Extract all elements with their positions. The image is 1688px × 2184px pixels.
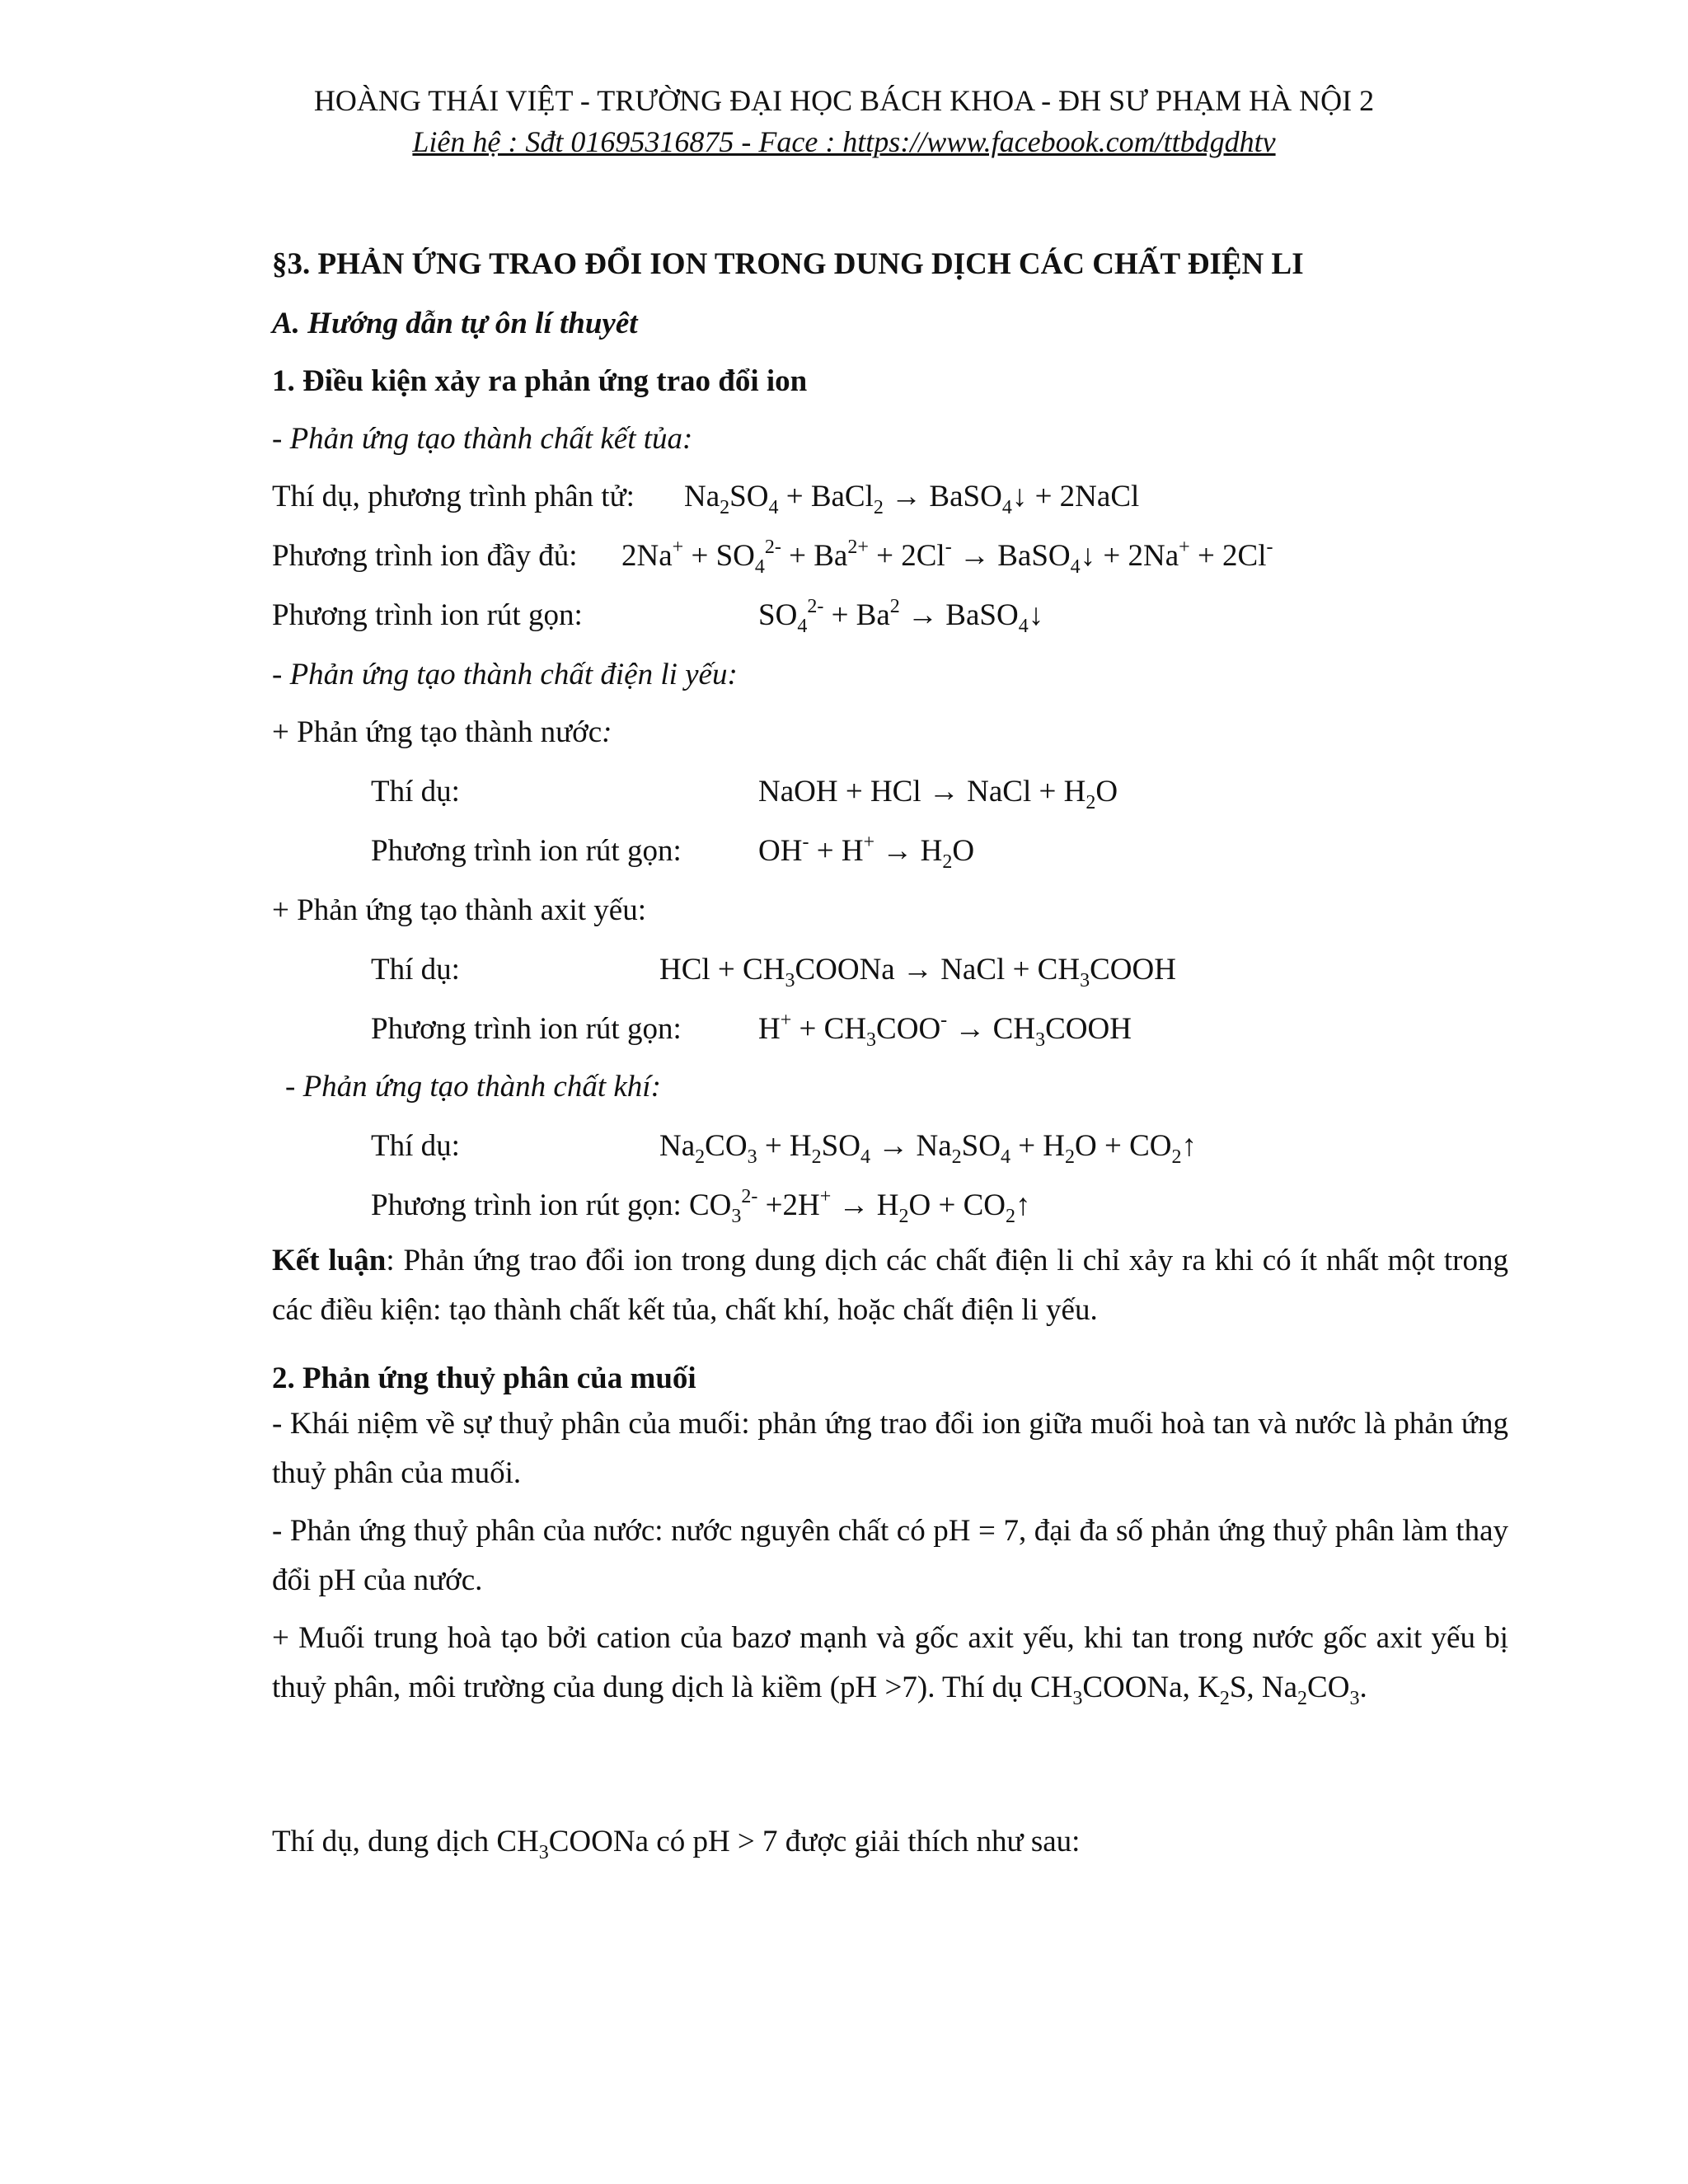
gas-net-equation: $CO_3^{2-} +2H^+ \to H_2O$ + $CO_2↑$: [689, 1186, 1031, 1227]
water-example-equation: NaOH + HCl → NaCl + $H_2O$: [758, 775, 1118, 813]
precipitate-net-ionic-row: [272, 596, 1044, 637]
paragraph-end: .: [1359, 1671, 1367, 1704]
hydrolysis-concept-paragraph: - Khái niệm về sự thuỷ phân của muối: phản ứng trao đổi ion giữa muối hoà tan và nước là phản ứng thuỷ phân của muối.: [272, 1407, 1508, 1490]
precipitate-net-ionic-label: Phương trình ion rút gọn:: [272, 598, 583, 632]
precipitate-molecular-equation: $Na_2SO_4$ + BaCl$_2$ → BaSO$_4$↓ + 2NaCl: [684, 480, 1140, 518]
weak-acid-subheading: + Phản ứng tạo thành axit yếu:: [272, 893, 647, 927]
acid-example-label: Thí dụ:: [371, 953, 460, 987]
weak-electrolyte-heading: - Phản ứng tạo thành chất điện li yếu:: [272, 658, 738, 691]
precipitate-full-ionic-row: [272, 537, 1273, 578]
header-line-1: HOÀNG THÁI VIỆT - TRƯỜNG ĐẠI HỌC BÁCH KHOA - ĐH SƯ PHẠM HÀ NỘI 2: [313, 84, 1375, 117]
example-prefix: Thí dụ, dung dịch: [272, 1825, 497, 1858]
water-subheading-text: + Phản ứng tạo thành nước: [272, 715, 603, 749]
water-example-label: Thí dụ:: [371, 775, 460, 808]
formula-na2co3: $Na_2CO_3$: [1261, 1671, 1360, 1709]
precipitate-full-ionic-equation: $2Na^+ + SO_4^{2-} + Ba^{2+} + 2Cl^-$ → BaSO$_4$↓ + 2Na+ + 2Cl-: [621, 537, 1273, 578]
header-contact-link[interactable]: Liên hệ : Sđt 01695316875 - Face : https://www.facebook.com/ttbdgdhtv: [412, 125, 1276, 158]
acid-example-equation: HCl + $CH_3COONa$ → NaCl + $CH_3COOH$: [659, 953, 1176, 991]
acid-example-row: [371, 951, 1176, 991]
gas-net-label: Phương trình ion rút gọn:: [371, 1188, 682, 1222]
precipitate-molecular-row: [272, 478, 1140, 518]
formula-ch3coona-2: $CH_3COONa$: [496, 1825, 649, 1863]
precipitate-net-ionic-equation: $SO_4^{2-} + Ba^2$ → BaSO$_4$↓: [758, 596, 1044, 637]
formula-ch3coona: $CH_3COONa$: [1029, 1671, 1183, 1709]
separator-1: ,: [1182, 1671, 1198, 1704]
gas-heading: - Phản ứng tạo thành chất khí:: [285, 1070, 661, 1104]
water-net-label: Phương trình ion rút gọn:: [371, 834, 682, 868]
water-example-row: [371, 773, 1118, 813]
water-net-row: [371, 832, 975, 873]
gas-net-row: [371, 1187, 1031, 1225]
water-net-equation: $OH^- + H^+ \to H_2O$: [758, 832, 975, 873]
heading-2: 2. Phản ứng thuỷ phân của muối: [272, 1361, 696, 1395]
conclusion-paragraph: [272, 1236, 1508, 1335]
conclusion-label: Kết luận: [272, 1244, 387, 1277]
basic-salt-text: + Muối trung hoà tạo bởi cation của bazơ mạnh và gốc axit yếu, khi tan trong nước gốc axit yếu bị thuỷ phân, môi trường của dung dịch là kiềm (pH >7). Thí dụ: [272, 1621, 1508, 1704]
conclusion-text: : Phản ứng trao đổi ion trong dung dịch các chất điện li chỉ xảy ra khi có ít nhất một trong các điều kiện: tạo thành chất kết tủa, chất khí, hoặc chất điện li yếu.: [272, 1244, 1508, 1327]
example-explanation-line: [272, 1823, 1080, 1861]
precipitate-full-ionic-label: Phương trình ion đầy đủ:: [272, 539, 578, 573]
gas-example-row: [371, 1127, 1198, 1168]
water-subheading-colon: :: [602, 715, 612, 749]
gas-example-label: Thí dụ:: [371, 1129, 460, 1163]
acid-net-equation: $H^+ + CH_3COO^-$ → $CH_3COOH$: [758, 1010, 1132, 1051]
acid-net-row: [371, 1010, 1132, 1051]
section-a-heading: A. Hướng dẫn tự ôn lí thuyêt: [272, 307, 638, 340]
basic-salt-paragraph: [272, 1614, 1508, 1713]
example-suffix: có pH > 7 được giải thích như sau:: [649, 1825, 1081, 1858]
heading-1: 1. Điều kiện xảy ra phản ứng trao đổi ion: [272, 364, 808, 398]
formula-k2s: $K_2S$: [1198, 1671, 1247, 1709]
separator-2: ,: [1246, 1671, 1262, 1704]
section-title: §3. PHẢN ỨNG TRAO ĐỔI ION TRONG DUNG DỊCH CÁC CHẤT ĐIỆN LI: [272, 247, 1304, 281]
gas-example-equation: $Na_2CO_3 + H_2SO_4 \to Na_2SO_4 + H_2O$ + $CO_2↑$: [659, 1129, 1198, 1168]
water-subheading: [272, 714, 612, 752]
acid-net-label: Phương trình ion rút gọn:: [371, 1012, 682, 1046]
water-hydrolysis-paragraph: - Phản ứng thuỷ phân của nước: nước nguyên chất có pH = 7, đại đa số phản ứng thuỷ phân làm thay đổi pH của nước.: [272, 1514, 1508, 1597]
precipitate-molecular-label: Thí dụ, phương trình phân tử:: [272, 480, 635, 513]
precipitate-heading: - Phản ứng tạo thành chất kết tủa:: [272, 422, 693, 456]
